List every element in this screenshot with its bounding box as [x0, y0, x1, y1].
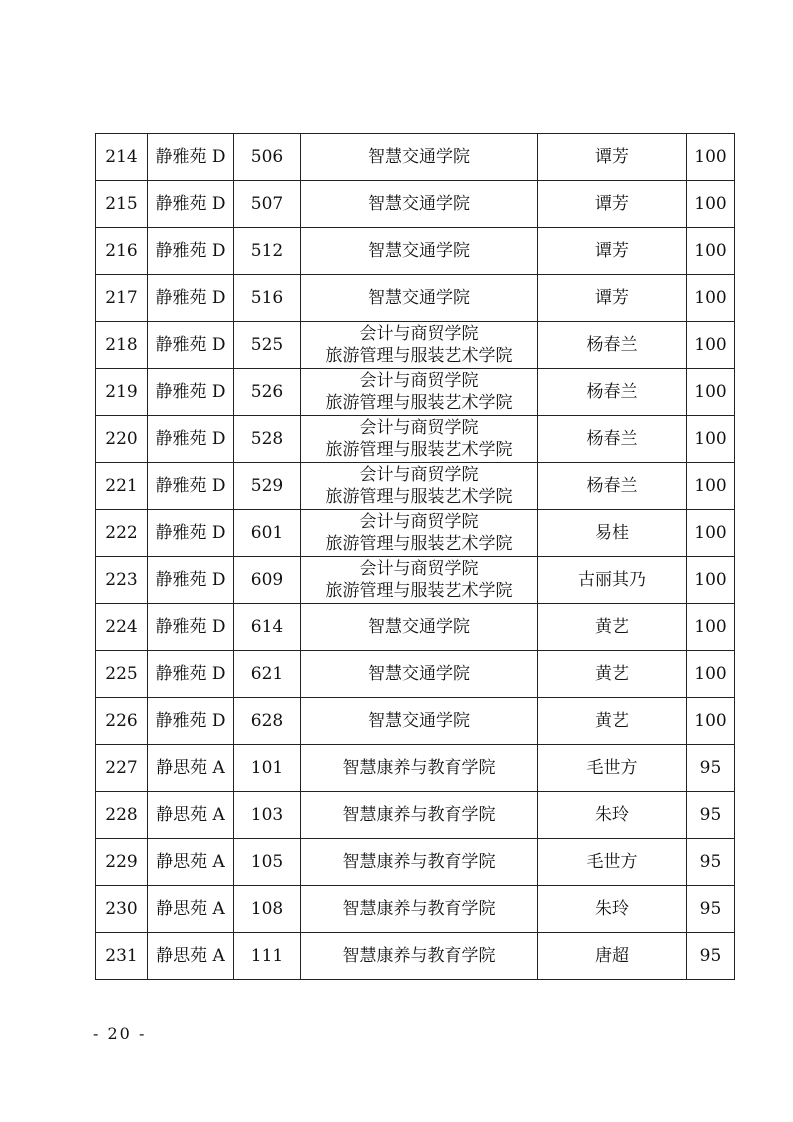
cell-college	[301, 604, 538, 651]
cell-room: 614	[234, 604, 301, 651]
cell-room: 111	[234, 933, 301, 980]
college-line: 旅游管理与服装艺术学院	[325, 440, 513, 460]
cell-number: 227	[96, 745, 148, 792]
cell-building: 静雅苑 D	[148, 463, 234, 510]
cell-college	[301, 181, 538, 228]
college-line: 智慧康养与教育学院	[342, 946, 496, 966]
table-row	[96, 604, 735, 651]
cell-room: 621	[234, 651, 301, 698]
cell-college	[301, 839, 538, 886]
cell-building: 静雅苑 D	[148, 604, 234, 651]
table-body	[96, 134, 735, 980]
cell-building: 静思苑 A	[148, 886, 234, 933]
cell-score: 100	[687, 322, 735, 369]
cell-number: 219	[96, 369, 148, 416]
table-row	[96, 228, 735, 275]
cell-score: 100	[687, 228, 735, 275]
cell-college	[301, 792, 538, 839]
college-line: 旅游管理与服装艺术学院	[325, 346, 513, 366]
college-line: 会计与商贸学院	[359, 324, 479, 344]
cell-room: 528	[234, 416, 301, 463]
page-number: - 20 -	[93, 1024, 147, 1043]
cell-college	[301, 134, 538, 181]
cell-building: 静雅苑 D	[148, 557, 234, 604]
cell-building: 静雅苑 D	[148, 228, 234, 275]
cell-number: 223	[96, 557, 148, 604]
college-line: 智慧康养与教育学院	[342, 805, 496, 825]
table-row	[96, 933, 735, 980]
cell-college	[301, 933, 538, 980]
cell-person: 朱玲	[538, 886, 687, 933]
cell-college	[301, 510, 538, 557]
cell-score: 100	[687, 416, 735, 463]
cell-college	[301, 463, 538, 510]
cell-score: 95	[687, 792, 735, 839]
cell-number: 218	[96, 322, 148, 369]
cell-number: 226	[96, 698, 148, 745]
cell-building: 静雅苑 D	[148, 134, 234, 181]
cell-room: 628	[234, 698, 301, 745]
cell-person: 杨春兰	[538, 416, 687, 463]
college-line: 智慧康养与教育学院	[342, 758, 496, 778]
cell-score: 95	[687, 886, 735, 933]
cell-number: 217	[96, 275, 148, 322]
cell-person: 古丽其乃	[538, 557, 687, 604]
cell-room: 506	[234, 134, 301, 181]
cell-building: 静雅苑 D	[148, 275, 234, 322]
cell-number: 214	[96, 134, 148, 181]
dormitory-score-table	[95, 133, 735, 980]
cell-number: 228	[96, 792, 148, 839]
cell-score: 100	[687, 181, 735, 228]
cell-person: 易桂	[538, 510, 687, 557]
cell-score: 100	[687, 604, 735, 651]
cell-college	[301, 745, 538, 792]
cell-room: 601	[234, 510, 301, 557]
college-line: 旅游管理与服装艺术学院	[325, 581, 513, 601]
cell-number: 221	[96, 463, 148, 510]
cell-number: 222	[96, 510, 148, 557]
cell-score: 95	[687, 745, 735, 792]
cell-room: 101	[234, 745, 301, 792]
cell-room: 526	[234, 369, 301, 416]
cell-college	[301, 651, 538, 698]
cell-college	[301, 228, 538, 275]
cell-college	[301, 322, 538, 369]
cell-person: 唐超	[538, 933, 687, 980]
table-row	[96, 322, 735, 369]
table-row	[96, 181, 735, 228]
cell-number: 229	[96, 839, 148, 886]
college-line: 智慧康养与教育学院	[342, 899, 496, 919]
cell-building: 静思苑 A	[148, 933, 234, 980]
cell-number: 224	[96, 604, 148, 651]
cell-score: 95	[687, 933, 735, 980]
cell-person: 毛世方	[538, 745, 687, 792]
cell-score: 100	[687, 275, 735, 322]
college-line: 旅游管理与服装艺术学院	[325, 393, 513, 413]
cell-college	[301, 416, 538, 463]
table-row	[96, 463, 735, 510]
table-row	[96, 369, 735, 416]
cell-college	[301, 557, 538, 604]
table-row	[96, 651, 735, 698]
table-row	[96, 886, 735, 933]
college-line: 会计与商贸学院	[359, 418, 479, 438]
cell-room: 507	[234, 181, 301, 228]
cell-college	[301, 275, 538, 322]
cell-building: 静思苑 A	[148, 839, 234, 886]
table-row	[96, 792, 735, 839]
college-line: 智慧交通学院	[368, 288, 470, 308]
college-line: 智慧交通学院	[368, 241, 470, 261]
cell-score: 100	[687, 463, 735, 510]
cell-building: 静思苑 A	[148, 745, 234, 792]
cell-score: 100	[687, 369, 735, 416]
cell-number: 216	[96, 228, 148, 275]
college-line: 智慧交通学院	[368, 147, 470, 167]
college-line: 智慧交通学院	[368, 664, 470, 684]
cell-room: 105	[234, 839, 301, 886]
cell-college	[301, 369, 538, 416]
table-row	[96, 698, 735, 745]
cell-score: 95	[687, 839, 735, 886]
cell-room: 103	[234, 792, 301, 839]
cell-score: 100	[687, 510, 735, 557]
cell-number: 230	[96, 886, 148, 933]
cell-college	[301, 886, 538, 933]
college-line: 会计与商贸学院	[359, 559, 479, 579]
cell-room: 525	[234, 322, 301, 369]
table-row	[96, 510, 735, 557]
cell-person: 黄艺	[538, 698, 687, 745]
cell-number: 220	[96, 416, 148, 463]
table-row	[96, 134, 735, 181]
cell-building: 静雅苑 D	[148, 369, 234, 416]
cell-building: 静雅苑 D	[148, 416, 234, 463]
table-row	[96, 557, 735, 604]
cell-building: 静思苑 A	[148, 792, 234, 839]
college-line: 智慧交通学院	[368, 711, 470, 731]
table-row	[96, 745, 735, 792]
cell-person: 杨春兰	[538, 463, 687, 510]
cell-building: 静雅苑 D	[148, 698, 234, 745]
cell-building: 静雅苑 D	[148, 651, 234, 698]
college-line: 旅游管理与服装艺术学院	[325, 534, 513, 554]
cell-person: 黄艺	[538, 651, 687, 698]
college-line: 旅游管理与服装艺术学院	[325, 487, 513, 507]
cell-person: 谭芳	[538, 228, 687, 275]
cell-building: 静雅苑 D	[148, 181, 234, 228]
cell-score: 100	[687, 651, 735, 698]
cell-room: 516	[234, 275, 301, 322]
cell-person: 谭芳	[538, 181, 687, 228]
college-line: 会计与商贸学院	[359, 512, 479, 532]
college-line: 智慧交通学院	[368, 617, 470, 637]
cell-person: 朱玲	[538, 792, 687, 839]
cell-room: 609	[234, 557, 301, 604]
cell-score: 100	[687, 557, 735, 604]
cell-score: 100	[687, 698, 735, 745]
cell-person: 毛世方	[538, 839, 687, 886]
table-row	[96, 275, 735, 322]
college-line: 会计与商贸学院	[359, 371, 479, 391]
cell-person: 谭芳	[538, 275, 687, 322]
cell-person: 杨春兰	[538, 322, 687, 369]
cell-building: 静雅苑 D	[148, 510, 234, 557]
cell-number: 215	[96, 181, 148, 228]
table-row	[96, 839, 735, 886]
cell-number: 225	[96, 651, 148, 698]
cell-college	[301, 698, 538, 745]
cell-room: 512	[234, 228, 301, 275]
college-line: 智慧交通学院	[368, 194, 470, 214]
college-line: 会计与商贸学院	[359, 465, 479, 485]
cell-room: 108	[234, 886, 301, 933]
cell-score: 100	[687, 134, 735, 181]
college-line: 智慧康养与教育学院	[342, 852, 496, 872]
cell-room: 529	[234, 463, 301, 510]
table-row	[96, 416, 735, 463]
cell-person: 谭芳	[538, 134, 687, 181]
cell-number: 231	[96, 933, 148, 980]
cell-person: 黄艺	[538, 604, 687, 651]
cell-person: 杨春兰	[538, 369, 687, 416]
cell-building: 静雅苑 D	[148, 322, 234, 369]
